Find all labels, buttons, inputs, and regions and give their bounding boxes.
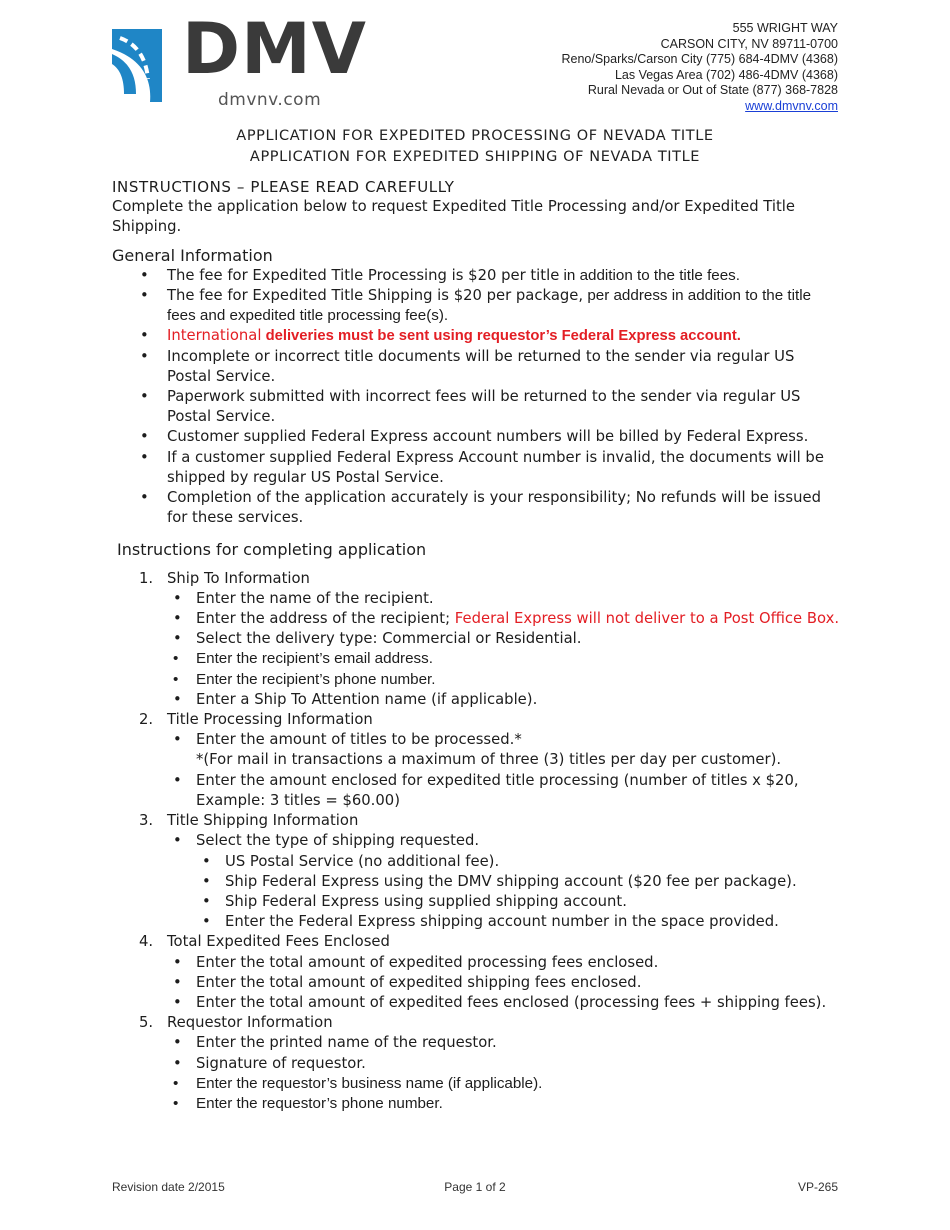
list-item: • US Postal Service (no additional fee). [196, 852, 842, 872]
step-title-shipping [112, 811, 842, 932]
list-item: • Ship Federal Express using the DMV shipping account ($20 fee per package). [196, 872, 842, 892]
list-item-text: International [167, 327, 262, 345]
general-info-list [112, 266, 842, 529]
list-item-text: in addition to the title fees. [559, 266, 740, 284]
list-item-text: • Enter the amount of titles to be processed.* [196, 731, 522, 749]
step-items [167, 831, 842, 932]
list-item: • Enter the recipient’s email address. [167, 649, 842, 669]
list-item: • Enter the Federal Express shipping account number in the space provided. [196, 912, 842, 932]
list-item [112, 286, 842, 326]
logo-wordmark: DMV [182, 8, 367, 90]
form-title-shipping: APPLICATION FOR EXPEDITED SHIPPING OF NEVADA TITLE [249, 149, 701, 165]
step-number: 1. [139, 569, 154, 587]
address-line: 555 WRIGHT WAY [732, 21, 838, 35]
list-item: • Enter a Ship To Attention name (if applicable). [167, 690, 842, 710]
step-number: 4. [139, 933, 154, 951]
application-steps [112, 569, 842, 1114]
list-item: • Paperwork submitted with incorrect fees will be returned to the sender via regular US Postal Service. [112, 387, 842, 427]
list-item-text: The fee for Expedited Title Processing is $20 per title [167, 266, 560, 284]
list-item: • Enter the recipient’s phone number. [167, 670, 842, 690]
application-instructions-heading: Instructions for completing application [117, 540, 427, 560]
step-items [167, 953, 842, 1014]
step-title: Ship To Information [167, 569, 310, 587]
instructions-intro: Complete the application below to request Expedited Title Processing and/or Expedited Title Shipping. [112, 198, 796, 236]
list-item: • Enter the total amount of expedited shipping fees enclosed. [167, 973, 842, 993]
list-item-text: Federal Express will not deliver to a Post Office Box. [454, 610, 840, 628]
list-item: • Enter the amount enclosed for expedited title processing (number of titles x $20, Example: 3 titles = $60.00) [167, 771, 842, 811]
list-item: • Ship Federal Express using supplied shipping account. [196, 892, 842, 912]
step-total-fees [112, 932, 842, 1013]
step-items [167, 730, 842, 811]
list-item [167, 730, 842, 770]
list-item-text: deliveries must be sent using requestor’s Federal Express account. [261, 328, 741, 345]
list-item: • Signature of requestor. [167, 1054, 842, 1074]
logo-url: dmvnv.com [218, 90, 322, 110]
list-item: • Completion of the application accurately is your responsibility; No refunds will be issued for these services. [112, 488, 842, 528]
step-title: Title Processing Information [167, 711, 373, 729]
shipping-options [196, 852, 842, 933]
list-item [112, 266, 842, 286]
list-item: • Enter the requestor’s phone number. [167, 1094, 842, 1114]
step-title-processing [112, 710, 842, 811]
address-line: Rural Nevada or Out of State (877) 368-7828 [587, 83, 838, 98]
list-item: • Enter the total amount of expedited processing fees enclosed. [167, 953, 842, 973]
address-line: Las Vegas Area (702) 486-4DMV (4368) [614, 67, 838, 82]
list-item-text: per address in addition to the title fees and expedited title processing fee(s). [167, 287, 812, 325]
dmv-logo [112, 8, 392, 112]
list-item-note: *(For mail in transactions a maximum of three (3) titles per day per customer). [196, 751, 782, 769]
step-requestor [112, 1013, 842, 1114]
list-item: • Enter the total amount of expedited fees enclosed (processing fees + shipping fees). [167, 993, 842, 1013]
list-item [112, 326, 842, 346]
list-item: • Enter the name of the recipient. [167, 589, 842, 609]
list-item-text: • Select the type of shipping requested. [196, 832, 480, 850]
form-title-processing: APPLICATION FOR EXPEDITED PROCESSING OF NEVADA TITLE [236, 128, 714, 144]
step-ship-to [112, 569, 842, 710]
road-icon [112, 24, 182, 104]
address-line: Reno/Sparks/Carson City (775) 684-4DMV (4368) [561, 52, 838, 67]
list-item: • Enter the requestor’s business name (if applicable). [167, 1074, 842, 1094]
address-block [561, 21, 838, 115]
list-item-text: Enter the address of the recipient; [196, 610, 455, 628]
step-number: 3. [139, 812, 154, 830]
instructions-heading: INSTRUCTIONS – PLEASE READ CAREFULLY [112, 178, 455, 196]
page-number: Page 1 of 2 [444, 1180, 506, 1194]
list-item: • Customer supplied Federal Express account numbers will be billed by Federal Express. [112, 427, 842, 447]
general-info-heading: General Information [112, 245, 273, 265]
revision-date: Revision date 2/2015 [112, 1180, 225, 1194]
step-title: Title Shipping Information [167, 812, 359, 830]
step-title: Total Expedited Fees Enclosed [167, 933, 390, 951]
website-link[interactable]: www.dmvnv.com [745, 98, 838, 113]
list-item-text: The fee for Expedited Title Shipping is $20 per package, [167, 287, 584, 305]
list-item: • Incomplete or incorrect title documents will be returned to the sender via regular US Postal Service. [112, 347, 842, 387]
step-number: 5. [139, 1014, 154, 1032]
step-items [167, 1033, 842, 1114]
step-title: Requestor Information [167, 1014, 333, 1032]
list-item [167, 609, 842, 629]
step-items [167, 589, 842, 710]
address-line: CARSON CITY, NV 89711-0700 [660, 36, 838, 51]
list-item: • If a customer supplied Federal Express Account number is invalid, the documents will be shipped by regular US Postal Service. [112, 448, 842, 488]
list-item [167, 831, 842, 932]
list-item: • Enter the printed name of the requestor. [167, 1033, 842, 1053]
form-number: VP-265 [797, 1180, 838, 1194]
instructions-content [112, 177, 842, 1114]
list-item: • Select the delivery type: Commercial or Residential. [167, 629, 842, 649]
step-number: 2. [139, 711, 154, 729]
